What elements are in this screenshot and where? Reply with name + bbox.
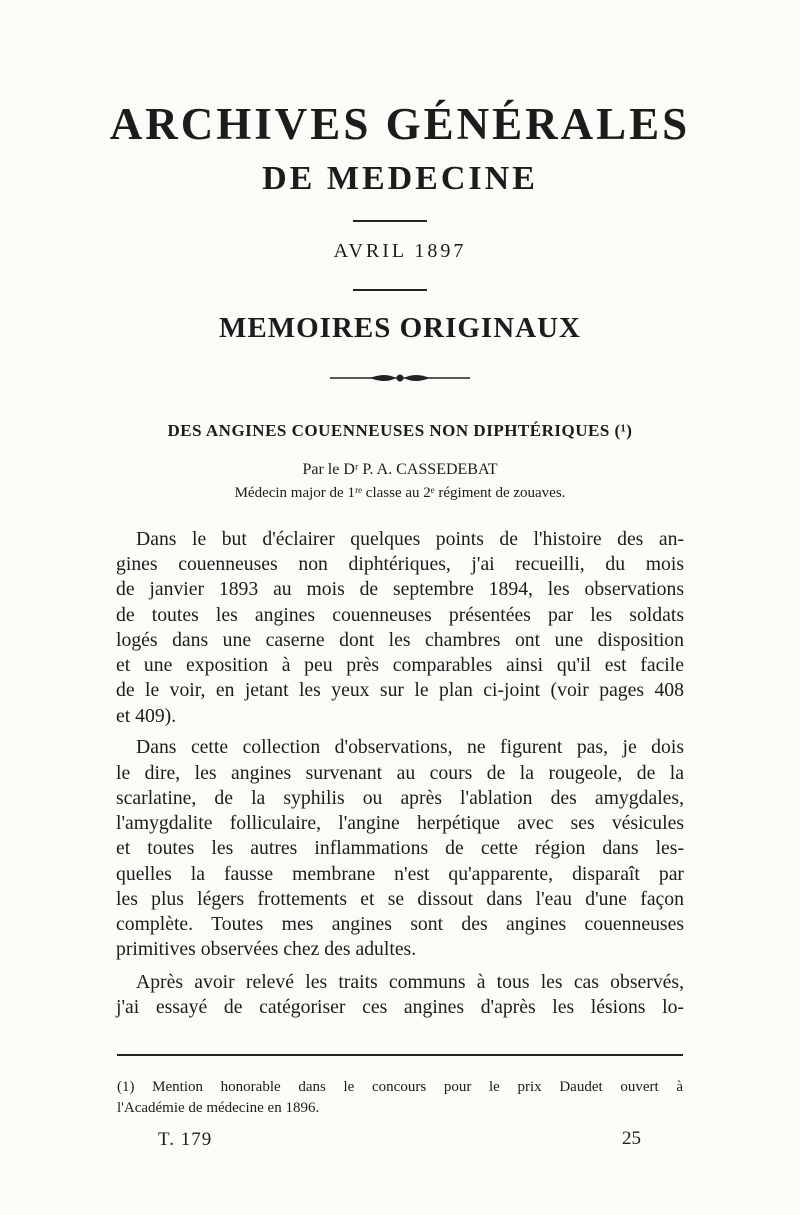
body-line: et 409). xyxy=(116,705,177,727)
journal-title-line1: ARCHIVES GÉNÉRALES xyxy=(109,99,691,149)
body-line: et toutes les autres inflammations de cette région dans les- xyxy=(116,837,684,859)
printer-signature: T. 179 xyxy=(158,1129,213,1150)
ornament-divider xyxy=(330,370,470,386)
body-line: et une exposition à peu près comparables ainsi qu'il est facile xyxy=(116,654,684,676)
issue-date: AVRIL 1897 xyxy=(333,240,467,262)
footnote-line: (1) Mention honorable dans le concours pour le prix Daudet ouvert à xyxy=(117,1079,683,1095)
body-line: de le voir, en jetant les yeux sur le plan ci-joint (voir pages 408 xyxy=(116,679,684,701)
body-line: logés dans une caserne dont les chambres ont une disposition xyxy=(116,629,684,651)
body-line: de janvier 1893 au mois de septembre 1894, les observations xyxy=(116,578,684,600)
body-line: le dire, les angines survenant au cours de la rougeole, de la xyxy=(116,762,684,784)
body-line: j'ai essayé de catégoriser ces angines d'après les lésions lo- xyxy=(116,996,684,1018)
author-affiliation: Médecin major de 1ʳᵉ classe au 2ᵉ régiment de zouaves. xyxy=(234,485,566,501)
body-line: quelles la fausse membrane n'est qu'apparente, disparaît par xyxy=(116,863,684,885)
body-line: l'amygdalite folliculaire, l'angine herpétique avec ses vésicules xyxy=(116,812,684,834)
body-line: les plus légers frottements et se dissout dans l'eau d'une façon xyxy=(116,888,684,910)
body-line: gines couenneuses non diphtériques, j'ai recueilli, du mois xyxy=(116,553,684,575)
body-line: de toutes les angines couenneuses présentées par les soldats xyxy=(116,604,684,626)
body-line: primitives observées chez des adultes. xyxy=(116,938,417,960)
footnote-separator xyxy=(117,1054,683,1056)
page-number: 25 xyxy=(622,1128,641,1149)
body-line: scarlatine, de la syphilis ou après l'ablation des amygdales, xyxy=(116,787,684,809)
article-title: DES ANGINES COUENNEUSES NON DIPHTÉRIQUES (¹) xyxy=(167,421,633,440)
journal-title-line2: DE MEDECINE xyxy=(262,160,538,197)
footnote-line: l'Académie de médecine en 1896. xyxy=(117,1100,320,1116)
body-line: Dans le but d'éclairer quelques points de l'histoire des an- xyxy=(136,528,684,550)
body-line: Dans cette collection d'observations, ne figurent pas, je dois xyxy=(136,736,684,758)
section-heading: MEMOIRES ORIGINAUX xyxy=(219,312,581,344)
title-rule xyxy=(353,220,427,222)
body-line: Après avoir relevé les traits communs à tous les cas observés, xyxy=(136,971,684,993)
body-line: complète. Toutes mes angines sont des angines couenneuses xyxy=(116,913,684,935)
date-rule xyxy=(353,289,427,291)
article-byline: Par le Dʳ P. A. CASSEDEBAT xyxy=(302,461,498,478)
